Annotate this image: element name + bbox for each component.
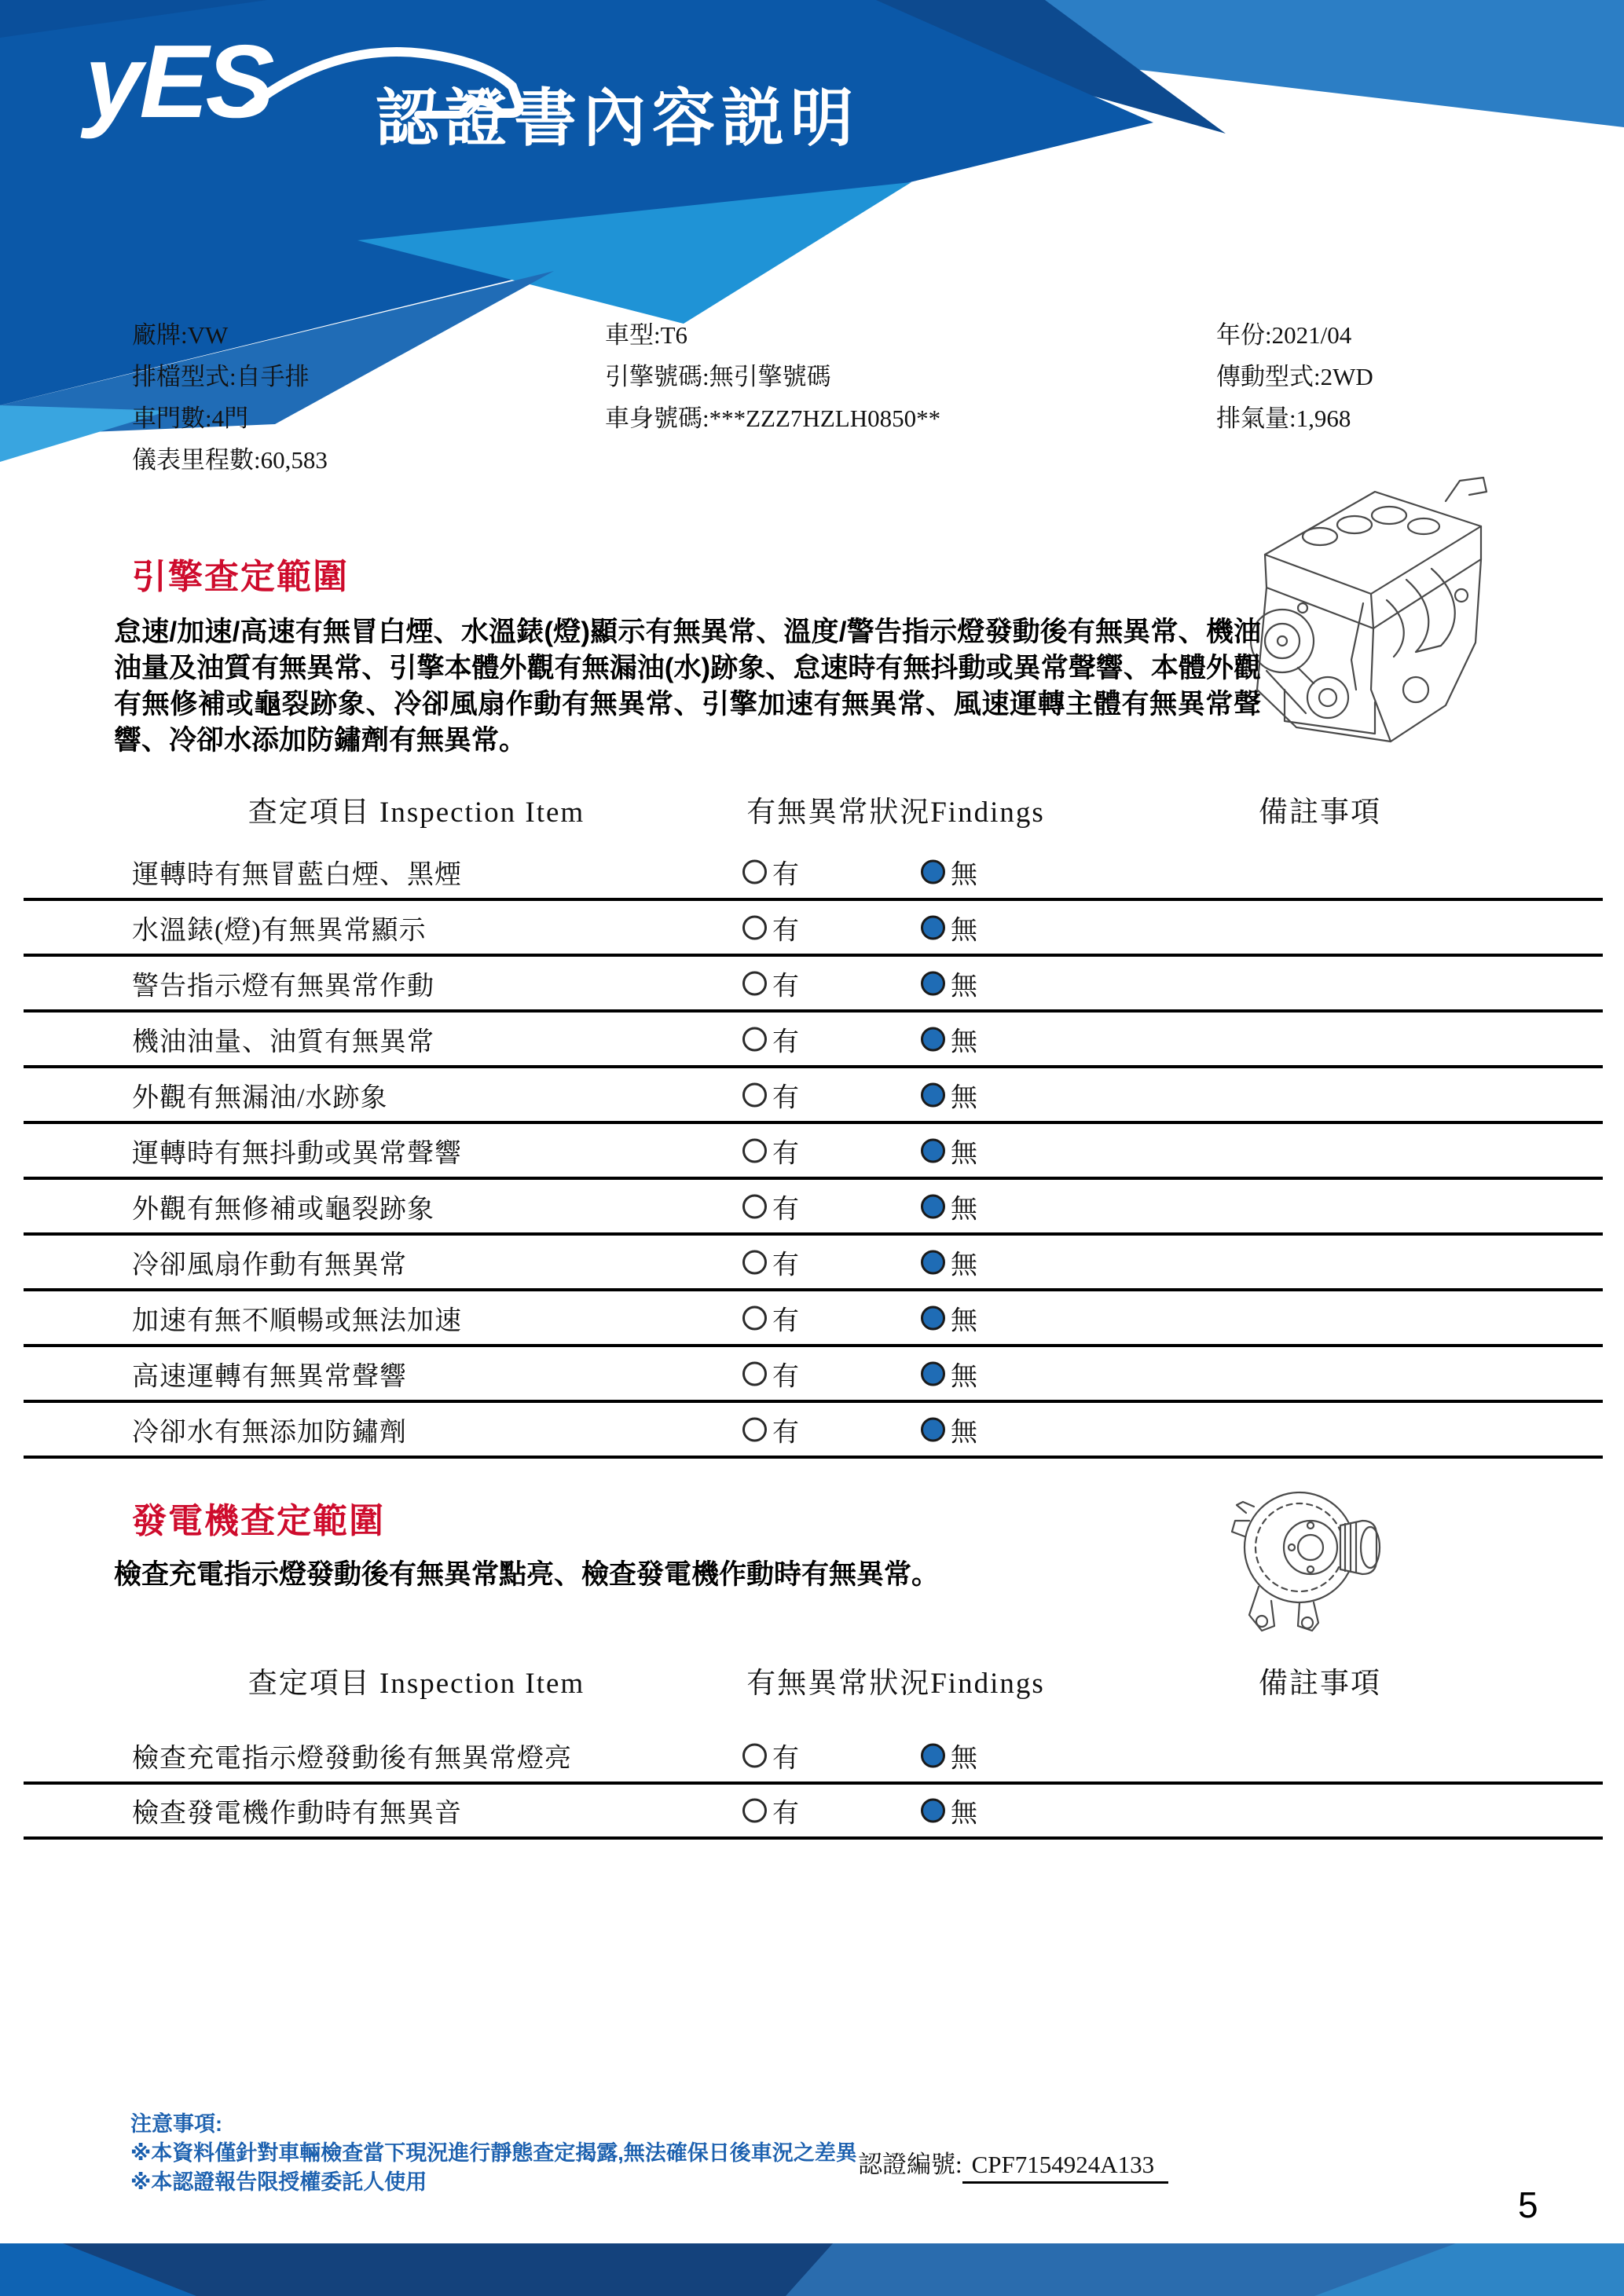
info-vin: 車身號碼:***ZZZ7HZLH0850**: [605, 405, 941, 432]
info-doors: 車門數:4門: [132, 405, 249, 432]
radio-unselected-icon[interactable]: [742, 1082, 767, 1107]
inspection-item-label: 水溫錶(燈)有無異常顯示: [132, 916, 427, 945]
radio-yes[interactable]: 有: [742, 1298, 799, 1337]
radio-selected-icon[interactable]: [921, 971, 945, 995]
radio-yes[interactable]: 有: [742, 1354, 799, 1393]
radio-yes[interactable]: 有: [742, 1792, 799, 1830]
note-line: ※本認證報告限授權委託人使用: [130, 2170, 427, 2194]
radio-unselected-icon[interactable]: [742, 1799, 767, 1823]
radio-no[interactable]: 無: [921, 1298, 977, 1337]
inspection-item-label: 檢查發電機作動時有無異音: [132, 1799, 462, 1829]
table-row: [24, 957, 1603, 1013]
radio-selected-icon[interactable]: [921, 1305, 945, 1330]
radio-selected-icon[interactable]: [921, 1417, 945, 1441]
generator-section-heading: 發電機查定範圍: [132, 1502, 385, 1540]
certificate-number-label: 認證編號:: [858, 2151, 962, 2178]
radio-no[interactable]: 無: [921, 1410, 977, 1448]
radio-unselected-icon[interactable]: [742, 1305, 767, 1330]
inspection-item-label: 運轉時有無抖動或異常聲響: [132, 1139, 462, 1168]
certificate-number-line: [858, 2144, 1168, 2184]
inspection-item-label: 運轉時有無冒藍白煙、黑煙: [132, 860, 462, 889]
column-header-remarks: 備註事項: [1259, 796, 1381, 829]
info-make: 廠牌:VW: [132, 321, 229, 349]
radio-unselected-icon[interactable]: [742, 1194, 767, 1218]
radio-unselected-icon[interactable]: [742, 1417, 767, 1441]
radio-yes[interactable]: 有: [742, 1410, 799, 1448]
inspection-item-label: 檢查充電指示燈發動後有無異常燈亮: [132, 1744, 572, 1774]
radio-selected-icon[interactable]: [921, 1361, 945, 1386]
radio-selected-icon[interactable]: [921, 1744, 945, 1768]
radio-selected-icon[interactable]: [921, 915, 945, 939]
vehicle-info-column-3: [1216, 314, 1373, 439]
page-number: 5: [1518, 2184, 1538, 2225]
inspection-item-label: 外觀有無修補或龜裂跡象: [132, 1195, 434, 1224]
radio-unselected-icon[interactable]: [742, 915, 767, 939]
radio-selected-icon[interactable]: [921, 1194, 945, 1218]
table-header-row: [24, 788, 1603, 845]
radio-unselected-icon[interactable]: [742, 971, 767, 995]
radio-no[interactable]: 無: [921, 1075, 977, 1114]
engine-inspection-table: [24, 788, 1603, 1459]
radio-unselected-icon[interactable]: [742, 1744, 767, 1768]
table-row: [24, 1291, 1603, 1347]
radio-yes[interactable]: 有: [742, 852, 799, 891]
info-mileage: 儀表里程數:60,583: [132, 446, 328, 474]
radio-unselected-icon[interactable]: [742, 1027, 767, 1051]
table-row: [24, 1403, 1603, 1459]
radio-yes[interactable]: 有: [742, 1131, 799, 1170]
footer-bar: [0, 2243, 1624, 2296]
notes-title: 注意事項:: [130, 2112, 222, 2136]
inspection-item-label: 警告指示燈有無異常作動: [132, 972, 434, 1001]
inspection-item-label: 加速有無不順暢或無法加速: [132, 1306, 462, 1335]
table-header-row: [24, 1659, 1603, 1730]
yes-logo: yES: [85, 24, 272, 139]
table-row: [24, 1068, 1603, 1124]
radio-selected-icon[interactable]: [921, 1082, 945, 1107]
inspection-item-label: 高速運轉有無異常聲響: [132, 1362, 407, 1391]
radio-yes[interactable]: 有: [742, 908, 799, 947]
radio-unselected-icon[interactable]: [742, 1361, 767, 1386]
info-drivetrain: 傳動型式:2WD: [1216, 363, 1373, 390]
table-row: [24, 1347, 1603, 1403]
alternator-illustration: [1223, 1475, 1399, 1648]
radio-no[interactable]: 無: [921, 1187, 977, 1225]
vehicle-info-column-1: [132, 314, 328, 481]
radio-no[interactable]: 無: [921, 1792, 977, 1830]
radio-selected-icon[interactable]: [921, 859, 945, 884]
column-header-remarks: 備註事項: [1259, 1668, 1381, 1700]
radio-yes[interactable]: 有: [742, 1020, 799, 1058]
notes-block: [130, 2110, 857, 2197]
info-model: 車型:T6: [605, 321, 688, 349]
radio-no[interactable]: 無: [921, 1131, 977, 1170]
table-row: [24, 845, 1603, 901]
table-row: [24, 1730, 1603, 1785]
generator-section-description: 檢查充電指示燈發動後有無異常點亮、檢查發電機作動時有無異常。: [114, 1559, 940, 1590]
vehicle-info-column-2: [605, 314, 940, 439]
radio-selected-icon[interactable]: [921, 1799, 945, 1823]
inspection-item-label: 外觀有無漏油/水跡象: [132, 1083, 388, 1112]
column-header-findings: 有無異常狀況Findings: [746, 796, 1045, 829]
radio-no[interactable]: 無: [921, 908, 977, 947]
info-displacement: 排氣量:1,968: [1216, 405, 1351, 432]
radio-yes[interactable]: 有: [742, 964, 799, 1002]
radio-yes[interactable]: 有: [742, 1243, 799, 1281]
page-title: 認證書內容説明: [376, 83, 860, 153]
radio-unselected-icon[interactable]: [742, 1138, 767, 1163]
note-line: ※本資料僅針對車輛檢查當下現況進行靜態查定揭露,無法確保日後車況之差異: [130, 2141, 857, 2165]
radio-yes[interactable]: 有: [742, 1187, 799, 1225]
info-engine-number: 引擎號碼:無引擎號碼: [605, 363, 831, 390]
engine-section-description: 怠速/加速/高速有無冒白煙、水溫錶(燈)顯示有無異常、溫度/警告指示燈發動後有無異常、機油油量及油質有無異常、引擎本體外觀有無漏油(水)跡象、怠速時有無抖動或異常聲響、本體外觀有無修補或龜裂跡象、冷卻風扇作動有無異常、引擎加速有無異常、風速運轉主體有無異常聲響、冷卻水添加防鏽劑有無異常。: [114, 617, 1261, 756]
radio-no[interactable]: 無: [921, 1737, 977, 1775]
engine-section-heading: 引擎查定範圍: [132, 558, 349, 596]
inspection-item-label: 冷卻風扇作動有無異常: [132, 1251, 407, 1280]
table-row: [24, 1180, 1603, 1236]
radio-selected-icon[interactable]: [921, 1138, 945, 1163]
column-header-inspection-item: 查定項目 Inspection Item: [247, 796, 585, 829]
radio-yes[interactable]: 有: [742, 1737, 799, 1775]
table-row: [24, 1013, 1603, 1068]
radio-no[interactable]: 無: [921, 852, 977, 891]
table-row: [24, 1236, 1603, 1291]
radio-no[interactable]: 無: [921, 964, 977, 1002]
generator-inspection-table: [24, 1659, 1603, 1840]
info-transmission: 排檔型式:自手排: [132, 363, 310, 390]
radio-selected-icon[interactable]: [921, 1027, 945, 1051]
inspection-item-label: 冷卻水有無添加防鏽劑: [132, 1418, 407, 1447]
radio-no[interactable]: 無: [921, 1354, 977, 1393]
certificate-number-value: CPF7154924A133: [962, 2151, 1169, 2184]
table-row: [24, 1124, 1603, 1180]
radio-unselected-icon[interactable]: [742, 859, 767, 884]
table-row: [24, 1785, 1603, 1840]
radio-unselected-icon[interactable]: [742, 1250, 767, 1274]
column-header-inspection-item: 查定項目 Inspection Item: [247, 1668, 585, 1700]
radio-no[interactable]: 無: [921, 1020, 977, 1058]
radio-selected-icon[interactable]: [921, 1250, 945, 1274]
info-year: 年份:2021/04: [1216, 321, 1352, 349]
table-row: [24, 901, 1603, 957]
radio-yes[interactable]: 有: [742, 1075, 799, 1114]
inspection-item-label: 機油油量、油質有無異常: [132, 1027, 434, 1056]
radio-no[interactable]: 無: [921, 1243, 977, 1281]
column-header-findings: 有無異常狀況Findings: [746, 1668, 1045, 1700]
